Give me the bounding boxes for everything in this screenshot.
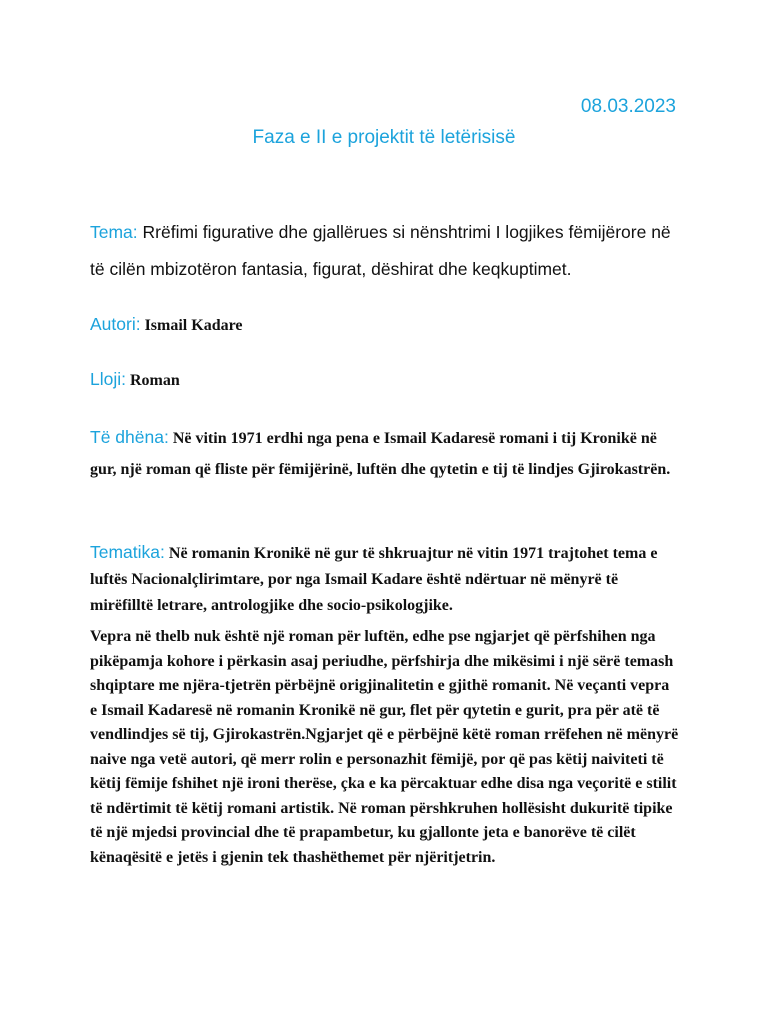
author-label: Autori: (90, 314, 141, 334)
theme-value: Rrëfimi figurative dhe gjallërues si nënshtrimi I logjikes fëmijërore në të cilën mbizotëron fantasia, figurat, dëshirat dhe keqkuptimet. (90, 222, 671, 279)
details-label: Të dhëna: (90, 427, 169, 447)
details-value: Në vitin 1971 erdhi nga pena e Ismail Kadaresë romani i tij Kronikë në gur, një roman që fliste për fëmijërinë, luftën dhe qytetin e tij të lindjes Gjirokastrën. (90, 430, 671, 478)
theme-label: Tema: (90, 222, 138, 242)
body-paragraph: Vepra në thelb nuk është një roman për luftën, edhe pse ngjarjet që përfshihen nga pikëpamja kohore i përkasin asaj periudhe, përfshirja dhe mikësimi i një sërë temash shqiptare me njëra-tjetrën përbëjnë origjinalitetin e gjithë romanit. Në veçanti vepra e Ismail Kadaresë në romanin Kronikë në gur, flet për qytetin e gurit, pra për atë të vendlindjes së tij, Gjirokastrën.Ngjarjet që e përbëjnë këtë roman rrëfehen në mënyrë naive nga vetë autori, që merr rolin e personazhit fëmijë, por që pas këtij naiviteti të këtij fëmije fshihet një ironi therëse, çka e ka përcaktuar edhe disa nga veçoritë e stilit të ndërtimit të këtij romani artistik. Në roman përshkruhen hollësisht dukuritë tipike të një mjedsi provincial dhe të prapambetur, ku gjallonte jeta e banorëve të cilët kënaqësitë e jetës i gjenin tek thashëthemet për njëritjetrin. (90, 628, 679, 866)
thematics-label: Tematika: (90, 542, 165, 562)
document-title: Faza e II e projektit të letërisisë (252, 127, 516, 148)
author-field (90, 313, 690, 337)
type-label: Lloji: (90, 369, 126, 389)
theme-field (90, 214, 690, 288)
author-value: Ismail Kadare (140, 317, 243, 334)
details-field (90, 422, 680, 485)
document-date: 08.03.2023 (580, 96, 676, 117)
thematics-field (90, 539, 680, 619)
thematics-value: Në romanin Kronikë në gur të shkruajtur në vitin 1971 trajtohet tema e luftës Nacionalçlirimtare, por nga Ismail Kadare është ndërtuar në mënyrë të mirëfilltë letrare, antrologjike dhe socio-psikologjike. (90, 545, 658, 614)
type-field (90, 368, 690, 392)
type-value: Roman (126, 372, 180, 389)
